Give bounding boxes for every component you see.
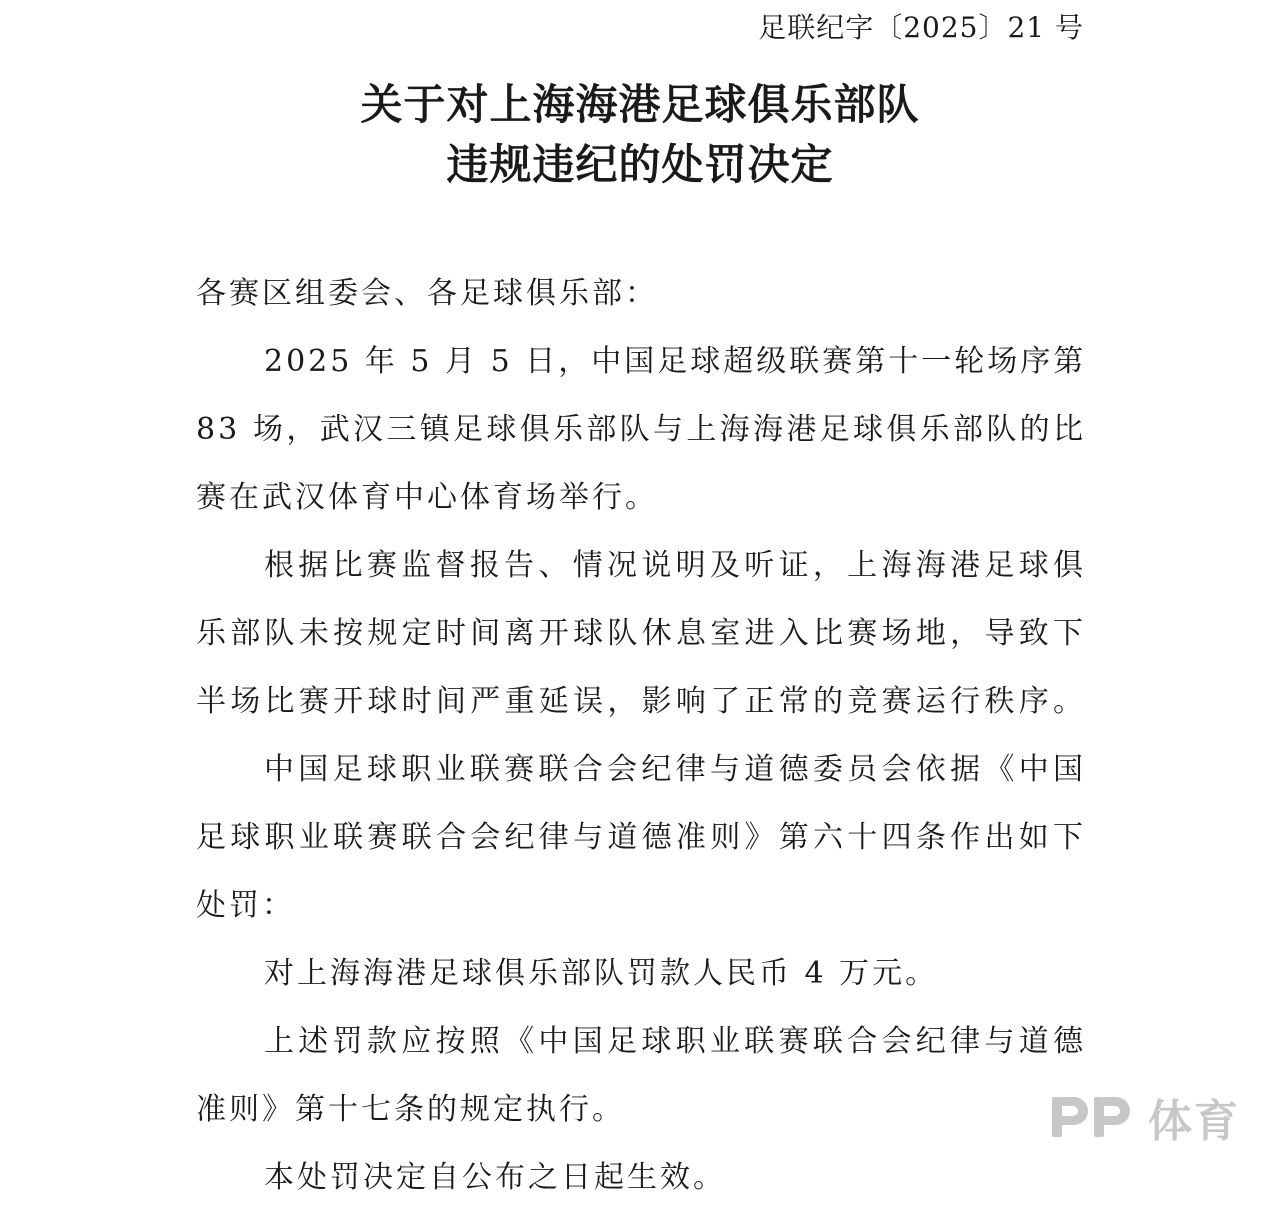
document-title-line-1: 关于对上海海港足球俱乐部队 [360, 80, 920, 129]
watermark [1050, 1085, 1240, 1149]
body-line: 上述罚款应按照《中国足球职业联赛联合会纪律与道德 [264, 1024, 1086, 1059]
body-line: 乐部队未按规定时间离开球队休息室进入比赛场地，导致下 [196, 616, 1086, 651]
document-number: 足联纪字〔2025〕21 号 [758, 11, 1084, 44]
body-line: 半场比赛开球时间严重延误，影响了正常的竞赛运行秩序。 [196, 684, 1086, 719]
body-line: 2025 年 5 月 5 日，中国足球超级联赛第十一轮场序第 [264, 344, 1087, 379]
body-line: 赛在武汉体育中心体育场举行。 [196, 480, 658, 515]
watermark-text: 体育 [1148, 1096, 1240, 1147]
pp-logo-icon [1050, 1095, 1138, 1139]
body-line: 足球职业联赛联合会纪律与道德准则》第六十四条作出如下 [196, 820, 1086, 855]
salutation-line: 各赛区组委会、各足球俱乐部： [196, 276, 658, 311]
document-body [196, 268, 1086, 1220]
document-title-line-2: 违规违纪的处罚决定 [446, 140, 834, 189]
effective-line: 本处罚决定自公布之日起生效。 [264, 1160, 726, 1195]
body-line: 根据比赛监督报告、情况说明及听证，上海海港足球俱 [264, 548, 1086, 583]
body-line: 83 场，武汉三镇足球俱乐部队与上海海港足球俱乐部队的比 [196, 412, 1086, 447]
body-line: 中国足球职业联赛联合会纪律与道德委员会依据《中国 [264, 752, 1086, 787]
penalty-line: 对上海海港足球俱乐部队罚款人民币 4 万元。 [264, 956, 939, 991]
body-line: 处罚： [196, 888, 295, 923]
body-line: 准则》第十七条的规定执行。 [196, 1092, 625, 1127]
